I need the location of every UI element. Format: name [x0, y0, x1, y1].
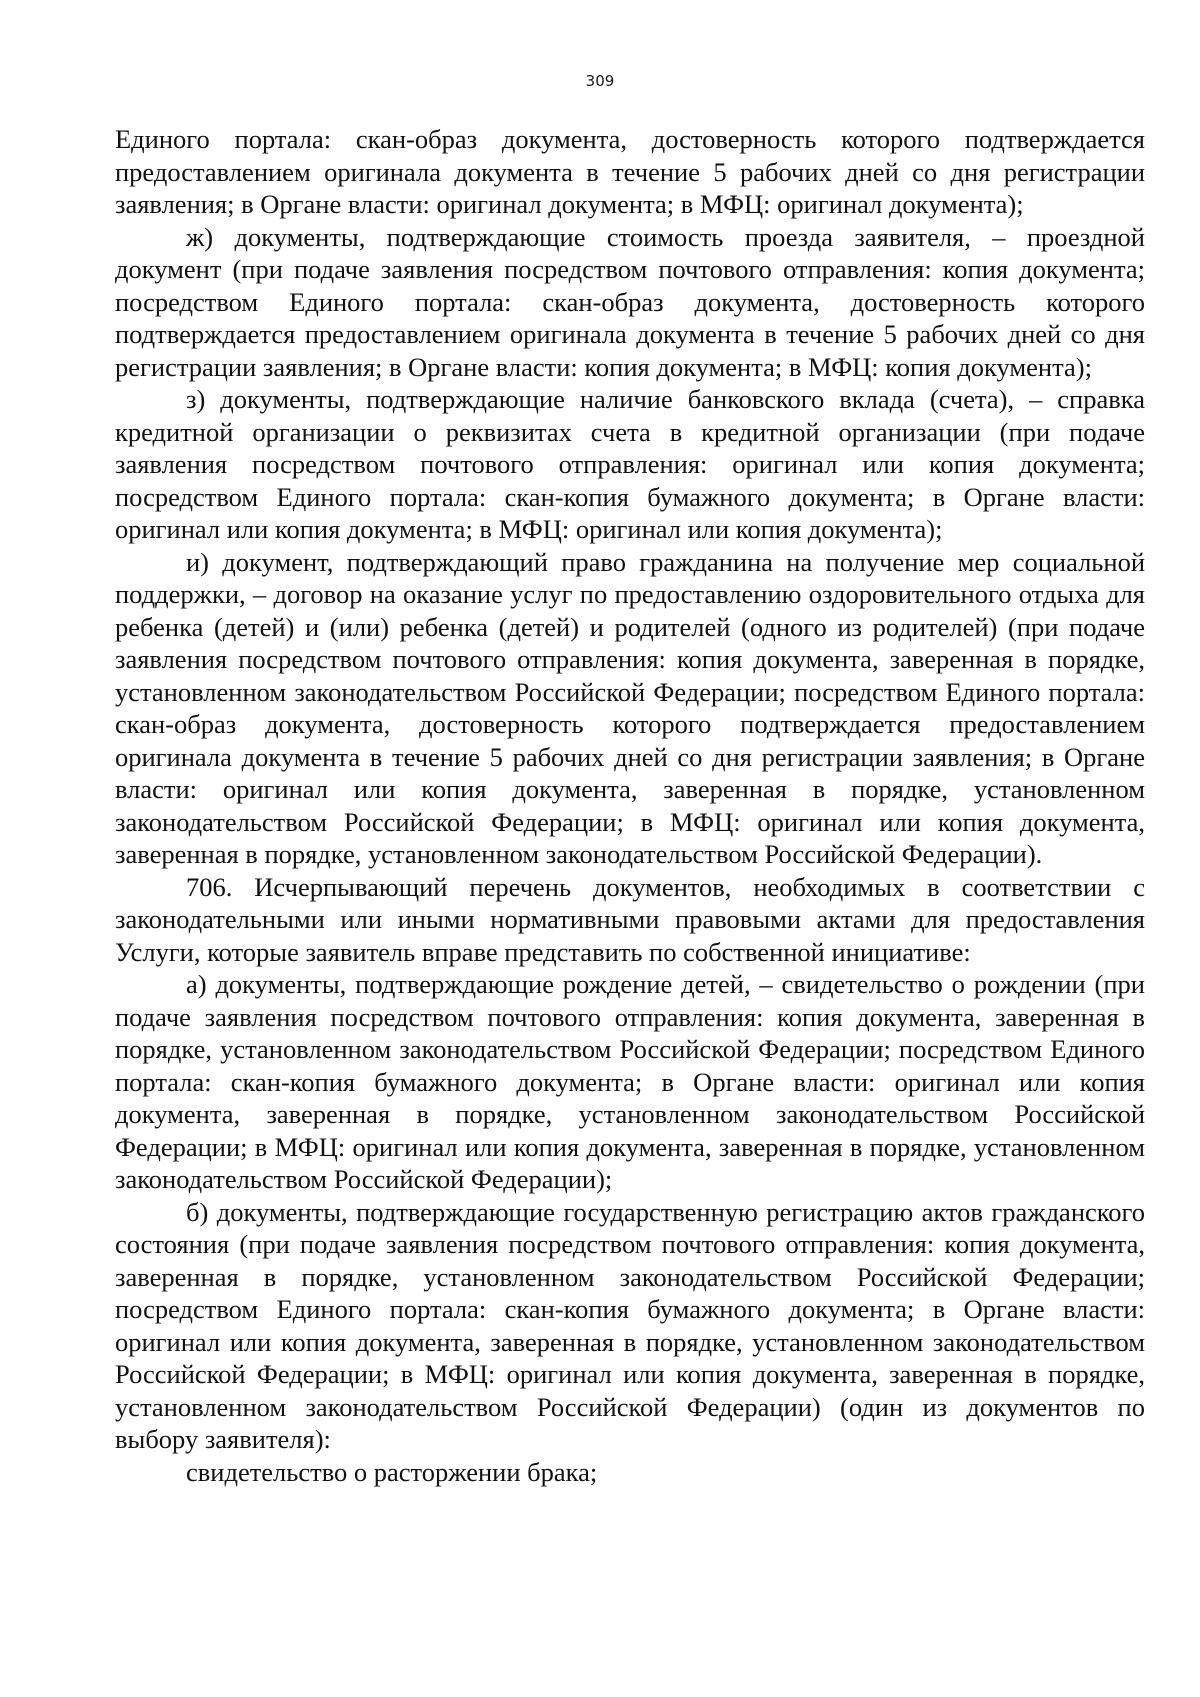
- document-body: [115, 123, 1145, 1488]
- paragraph-item-zh: ж) документы, подтверждающие стоимость проезда заявителя, – проездной документ (при подаче заявления посредством почтового отправления: копия документа; посредством Единого портала: скан-образ документа, достоверность которого подтверждается предоставлением оригинала документа в течение 5 рабочих дней со дня регистрации заявления; в Органе власти: копия документа; в МФЦ: копия документа);: [115, 221, 1145, 382]
- paragraph-item-z: з) документы, подтверждающие наличие банковского вклада (счета), – справка кредитной организации о реквизитах счета в кредитной организации (при подаче заявления посредством почтового отправления: оригинал или копия документа; посредством Единого портала: скан-копия бумажного документа; в Органе власти: оригинал или копия документа; в МФЦ: оригинал или копия документа);: [115, 384, 1145, 544]
- paragraph-item-i: и) документ, подтверждающий право гражданина на получение мер социальной поддержки, – договор на оказание услуг по предоставлению оздоровительного отдыха для ребенка (детей) и (или) ребенка (детей) и родителей (одного из родителей) (при подаче заявления посредством почтового отправления: копия документа, заверенная в порядке, установленном законодательством Российской Федерации; посредством Единого портала: скан-образ документа, достоверность которого подтверждается предоставлением оригинала документа в течение 5 рабочих дней со дня регистрации заявления; в Органе власти: оригинал или копия документа, заверенная в порядке, установленном законодательством Российской Федерации; в МФЦ: оригинал или копия документа, заверенная в порядке, установленном законодательством Российской Федерации).: [115, 546, 1145, 869]
- paragraph-item-a: а) документы, подтверждающие рождение детей, – свидетельство о рождении (при подаче заявления посредством почтового отправления: копия документа, заверенная в порядке, установленном законодательством Российской Федерации; посредством Единого портала: скан-копия бумажного документа; в Органе власти: оригинал или копия документа, заверенная в порядке, установленном законодательством Российской Федерации; в МФЦ: оригинал или копия документа, заверенная в порядке, установленном законодательством Российской Федерации);: [115, 969, 1145, 1194]
- paragraph-divorce-certificate: свидетельство о расторжении брака;: [186, 1456, 598, 1487]
- paragraph-section-706: 706. Исчерпывающий перечень документов, необходимых в соответствии с законодательными или иными нормативными правовыми актами для предоставления Услуги, которые заявитель вправе представить по собственной инициативе:: [115, 871, 1145, 967]
- paragraph-item-b: б) документы, подтверждающие государственную регистрацию актов гражданского состояния (при подаче заявления посредством почтового отправления: копия документа, заверенная в порядке, установленном законодательством Российской Федерации; посредством Единого портала: скан-копия бумажного документа; в Органе власти: оригинал или копия документа, заверенная в порядке, установленном законодательством Российской Федерации; в МФЦ: оригинал или копия документа, заверенная в порядке, установленном законодательством Российской Федерации) (один из документов по выбору заявителя):: [115, 1196, 1145, 1454]
- paragraph-continuation: Единого портала: скан-образ документа, достоверность которого подтверждается предоставлением оригинала документа в течение 5 рабочих дней со дня регистрации заявления; в Органе власти: оригинал документа; в МФЦ: оригинал документа);: [115, 124, 1145, 219]
- page-number: 309: [585, 72, 615, 90]
